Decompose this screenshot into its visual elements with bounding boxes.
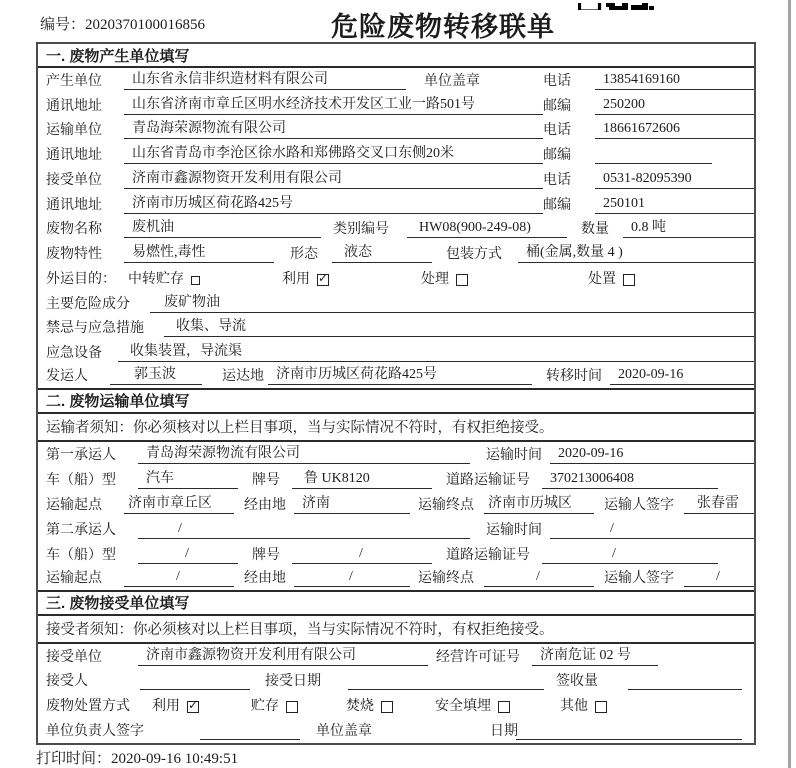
- print-time-label: 打印时间：: [36, 751, 112, 767]
- purpose-row: [38, 266, 754, 291]
- dispatcher-label: 发运人: [46, 368, 88, 384]
- main-hazard-row: [38, 291, 754, 316]
- accept-date-value: [348, 688, 544, 690]
- destination-label: 运达地: [222, 368, 264, 384]
- disposal-incinerate-checkbox[interactable]: [381, 701, 393, 713]
- receiver-zip-label: 邮编: [543, 197, 571, 213]
- taboo-row: [38, 316, 754, 341]
- plate2-label: 牌号: [252, 547, 280, 563]
- receiver-address-label: 通讯地址: [46, 197, 102, 213]
- producer-phone-label: 电话: [543, 73, 571, 89]
- transfer-time-value: 2020-09-16: [610, 367, 754, 385]
- vehicle2-type-value: /: [138, 546, 238, 564]
- section-1-header: 一. 废物产生单位填写: [38, 44, 754, 68]
- disposal-option-other: [560, 695, 607, 715]
- transfer-time-label: 转移时间: [546, 368, 602, 384]
- route1-end-value: 济南市历城区: [484, 492, 594, 514]
- disposal-other-checkbox[interactable]: [595, 701, 607, 713]
- transporter-phone-value: 18661672606: [595, 121, 754, 139]
- producer-address-label: 通讯地址: [46, 98, 102, 114]
- disposal-method-label: 废物处置方式: [46, 699, 130, 715]
- received-amount-label: 签收量: [556, 674, 598, 690]
- transport-time1-value: 2020-09-16: [550, 446, 754, 464]
- section-2-header: 二. 废物运输单位填写: [38, 390, 754, 414]
- main-hazard-label: 主要危险成分: [46, 296, 130, 312]
- plate1-value: 鲁 UK8120: [292, 467, 432, 489]
- waste-qty-label: 数量: [581, 222, 609, 238]
- waste-name-label: 废物名称: [46, 222, 102, 238]
- road-license1-label: 道路运输证号: [446, 472, 530, 488]
- transport-time1-label: 运输时间: [486, 447, 542, 463]
- receiver-phone-value: 0531-82095390: [595, 171, 754, 189]
- transporter-unit-value: 青岛海荣源物流有限公司: [124, 117, 543, 139]
- equipment-row: [38, 340, 754, 365]
- purpose-option-label: 处理: [421, 271, 449, 287]
- carrier1-row: [38, 442, 754, 467]
- purpose-option-dispose: [588, 268, 635, 288]
- route2-end-label: 运输终点: [418, 570, 474, 586]
- disposal-recycle-checkbox[interactable]: ✓: [188, 698, 199, 713]
- waste-props-value: 易燃性,毒性: [124, 241, 274, 263]
- route2-via-label: 经由地: [244, 570, 286, 586]
- disposal-landfill-checkbox[interactable]: [498, 701, 510, 713]
- producer-phone-value: 13854169160: [595, 72, 754, 90]
- vehicle1-type-value: 汽车: [138, 467, 238, 489]
- sign-date-value: [516, 738, 742, 740]
- recycle-checkbox[interactable]: ✓: [318, 270, 329, 285]
- disposal-store-checkbox[interactable]: [286, 701, 298, 713]
- purpose-option-recycle: [282, 268, 329, 288]
- carrier2-label: 第二承运人: [46, 522, 116, 538]
- receiver-address-value: 济南市历城区荷花路425号: [124, 192, 543, 214]
- waste-code-label: 类别编号: [333, 222, 389, 238]
- receiver-address-row: [38, 192, 754, 217]
- dispatcher-value: 郭玉波: [110, 363, 202, 385]
- producer-unit-label: 产生单位: [46, 73, 102, 89]
- carrier1-label: 第一承运人: [46, 447, 116, 463]
- waste-name-row: [38, 217, 754, 242]
- disposal-option-label: 利用: [152, 699, 180, 715]
- serial-number: [40, 13, 205, 34]
- unit-seal-label: 单位盖章: [424, 73, 480, 89]
- road-license1-value: 370213006408: [542, 471, 718, 489]
- route1-row: [38, 492, 754, 517]
- receiver-zip-value: 250101: [595, 196, 754, 214]
- disposal-option-label: 焚烧: [346, 699, 374, 715]
- transport-time2-value: /: [550, 521, 754, 539]
- producer-zip-label: 邮编: [543, 98, 571, 114]
- disposal-checkbox[interactable]: [623, 274, 635, 286]
- route1-sign-label: 运输人签字: [604, 497, 674, 513]
- purpose-option-transfer-storage: [128, 268, 200, 288]
- carrier1-value: 青岛海荣源物流有限公司: [138, 442, 470, 464]
- route1-via-label: 经由地: [244, 497, 286, 513]
- route1-start-label: 运输起点: [46, 497, 102, 513]
- vehicle2-row: [38, 542, 754, 567]
- producer-address-row: [38, 93, 754, 118]
- serial-label: 编号：: [40, 17, 86, 33]
- page-edge-divider: [788, 0, 791, 768]
- responsible-signature-label: 单位负责人签字: [46, 723, 144, 739]
- producer-unit-value: 山东省永信非织造材料有限公司: [124, 68, 406, 90]
- route2-end-value: /: [484, 569, 594, 587]
- waste-qty-value: 0.8 吨: [623, 216, 754, 238]
- acceptor-label: 接受人: [46, 674, 88, 690]
- disposal-option-label: 安全填埋: [435, 699, 491, 715]
- disposal-option-recycle: [152, 695, 199, 715]
- producer-address-value: 山东省济南市章丘区明水经济技术开发区工业一路501号: [124, 93, 543, 115]
- vehicle1-row: [38, 467, 754, 492]
- signature-row: [38, 718, 754, 743]
- route1-end-label: 运输终点: [418, 497, 474, 513]
- waste-props-label: 废物特性: [46, 247, 102, 263]
- print-time-value: 2020-09-16 10:49:51: [111, 751, 239, 767]
- transporter-zip-value: [595, 162, 712, 164]
- responsible-signature-value: [200, 738, 300, 740]
- route2-via-value: /: [294, 569, 410, 587]
- route2-sign-label: 运输人签字: [604, 570, 674, 586]
- acceptor-row: [38, 669, 754, 694]
- sign-date-label: 日期: [490, 723, 518, 739]
- transfer-form-table: [36, 42, 756, 745]
- vehicle2-type-label: 车（船）型: [46, 547, 116, 563]
- route2-row: [38, 567, 754, 592]
- producer-zip-value: 250200: [595, 97, 754, 115]
- treatment-checkbox[interactable]: [456, 274, 468, 286]
- receiver-unit-label: 接受单位: [46, 172, 102, 188]
- receiver-unit-row: [38, 167, 754, 192]
- disposal-method-row: [38, 693, 754, 718]
- transporter-zip-label: 邮编: [543, 148, 571, 164]
- waste-name-value: 废机油: [124, 216, 321, 238]
- carrier2-row: [38, 517, 754, 542]
- serial-value: 2020370100016856: [85, 17, 206, 33]
- print-time: [36, 747, 238, 768]
- main-hazard-value: 废矿物油: [150, 291, 754, 313]
- disposal-option-label: 其他: [560, 699, 588, 715]
- transporter-notice: 运输者须知：你必须核对以上栏目事项，当与实际情况不符时，有权拒绝接受。: [38, 414, 754, 442]
- disposal-option-store: [251, 695, 298, 715]
- disposal-option-label: 贮存: [251, 699, 279, 715]
- road-license2-label: 道路运输证号: [446, 547, 530, 563]
- route1-start-value: 济南市章丘区: [124, 492, 234, 514]
- road-license2-value: /: [542, 546, 718, 564]
- form-title: 危险废物转移联单: [331, 12, 555, 42]
- route1-via-value: 济南: [294, 492, 410, 514]
- receiver-phone-label: 电话: [543, 172, 571, 188]
- equipment-label: 应急设备: [46, 346, 102, 362]
- accept-unit-label: 接受单位: [46, 649, 102, 665]
- disposal-option-incinerate: [346, 695, 393, 715]
- route1-sign-value: 张春雷: [684, 492, 754, 514]
- taboo-label: 禁忌与应急措施: [46, 321, 144, 337]
- transporter-unit-label: 运输单位: [46, 123, 102, 139]
- destination-value: 济南市历城区荷花路425号: [268, 363, 532, 385]
- qr-code-fragment-icon: [578, 0, 654, 10]
- route2-sign-value: /: [684, 569, 754, 587]
- carrier2-value: /: [138, 521, 470, 539]
- waste-pack-value: 桶(金属,数量 4 ): [518, 241, 754, 263]
- equipment-value: 收集装置，导流渠: [118, 340, 754, 362]
- transporter-unit-row: [38, 118, 754, 143]
- dispatch-row: [38, 365, 754, 390]
- purpose-option-treat: [421, 268, 468, 288]
- transfer-storage-checkbox[interactable]: [191, 276, 200, 285]
- transporter-address-value: 山东省青岛市李沧区徐水路和郑佛路交叉口东侧20米: [124, 142, 543, 164]
- waste-form-label: 形态: [290, 247, 318, 263]
- received-amount-value: [628, 688, 742, 690]
- transporter-address-row: [38, 142, 754, 167]
- route2-start-label: 运输起点: [46, 570, 102, 586]
- accept-date-label: 接受日期: [265, 674, 321, 690]
- section-3-header: 三. 废物接受单位填写: [38, 592, 754, 616]
- plate2-value: /: [292, 546, 432, 564]
- waste-form-value: 液态: [332, 241, 432, 263]
- purpose-option-label: 处置: [588, 271, 616, 287]
- operating-license-label: 经营许可证号: [436, 649, 520, 665]
- transport-time2-label: 运输时间: [486, 522, 542, 538]
- waste-props-row: [38, 241, 754, 266]
- producer-unit-row: [38, 68, 754, 93]
- receiver-unit-value: 济南市鑫源物资开发利用有限公司: [124, 167, 543, 189]
- disposal-option-landfill: [435, 695, 510, 715]
- accept-unit-value: 济南市鑫源物资开发利用有限公司: [138, 644, 428, 666]
- accept-unit-row: [38, 644, 754, 669]
- purpose-label: 外运目的：: [46, 271, 116, 287]
- purpose-option-label: 利用: [282, 271, 310, 287]
- transporter-phone-label: 电话: [543, 123, 571, 139]
- vehicle1-type-label: 车（船）型: [46, 472, 116, 488]
- purpose-option-label: 中转贮存: [128, 271, 184, 287]
- plate1-label: 牌号: [252, 472, 280, 488]
- operating-license-value: 济南危证 02 号: [532, 644, 658, 666]
- acceptor-value: [140, 688, 250, 690]
- transporter-address-label: 通讯地址: [46, 148, 102, 164]
- unit-seal2-label: 单位盖章: [316, 723, 372, 739]
- waste-pack-label: 包装方式: [446, 247, 502, 263]
- taboo-value: 收集、导流: [164, 315, 754, 337]
- receiver-notice: 接受者须知：你必须核对以上栏目事项，当与实际情况不符时，有权拒绝接受。: [38, 616, 754, 644]
- route2-start-value: /: [124, 569, 234, 587]
- waste-code-value: HW08(900-249-08): [407, 220, 567, 238]
